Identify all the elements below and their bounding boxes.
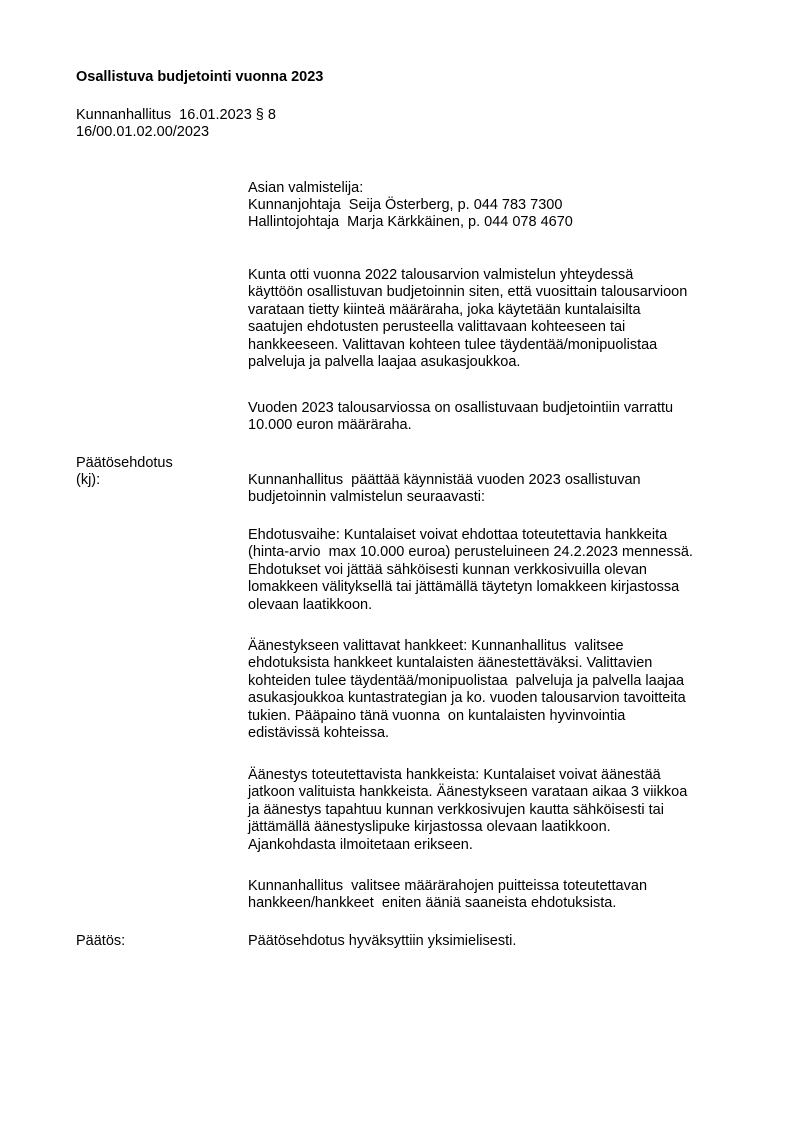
proposal-intro bbox=[248, 472, 768, 507]
text-line: tukien. Pääpaino tänä vuonna on kuntalaisten hyvinvointia bbox=[248, 707, 626, 724]
decision-text: Päätösehdotus hyväksyttiin yksimielisesti. bbox=[248, 933, 517, 949]
text-line: Äänestykseen valittavat hankkeet: Kunnanhallitus valitsee bbox=[248, 638, 624, 654]
text-line: ehdotuksista hankkeet kuntalaisten äänestettäväksi. Valittavien bbox=[248, 655, 653, 672]
document-title: Osallistuva budjetointi vuonna 2023 bbox=[76, 69, 324, 85]
text-line: budjetoinnin valmistelun seuraavasti: bbox=[248, 489, 485, 506]
text-line: jatkoon valituista hankkeista. Äänestykseen varataan aikaa 3 viikkoa bbox=[248, 784, 688, 801]
text-line: edistävissä kohteissa. bbox=[248, 725, 390, 742]
text-line: Vuoden 2023 talousarviossa on osallistuvaan budjetointiin varrattu bbox=[248, 400, 674, 416]
text-line: hankkeeseen. Valittavan kohteen tulee täydentää/monipuolistaa bbox=[248, 336, 658, 353]
phase-selection bbox=[248, 638, 768, 742]
background-paragraph bbox=[248, 267, 768, 371]
text-line: Kunta otti vuonna 2022 talousarvion valmistelun yhteydessä bbox=[248, 267, 634, 283]
text-line: Ehdotukset voi jättää sähköisesti kunnan verkkosivuilla olevan bbox=[248, 561, 647, 578]
text-line: Äänestys toteutettavista hankkeista: Kuntalaiset voivat äänestää bbox=[248, 767, 661, 783]
preparers-block bbox=[248, 180, 768, 231]
preparers-heading: Asian valmistelija: bbox=[248, 180, 364, 196]
label-line: Päätösehdotus bbox=[76, 455, 173, 471]
proposal-label bbox=[76, 455, 173, 490]
meeting-line: Kunnanhallitus 16.01.2023 § 8 bbox=[76, 107, 276, 123]
budget-paragraph bbox=[248, 400, 768, 435]
phase-voting bbox=[248, 767, 768, 854]
label-line: (kj): bbox=[76, 472, 101, 489]
text-line: Ehdotusvaihe: Kuntalaiset voivat ehdottaa toteutettavia hankkeita bbox=[248, 527, 668, 543]
text-line: Kunnanhallitus päättää käynnistää vuoden 2023 osallistuvan bbox=[248, 472, 641, 488]
text-line: (hinta-arvio max 10.000 euroa) perusteluineen 24.2.2023 mennessä. bbox=[248, 544, 693, 561]
decision-label: Päätös: bbox=[76, 933, 126, 949]
text-line: käyttöön osallistuvan budjetoinnin siten, että vuosittain talousarvioon bbox=[248, 284, 688, 301]
text-line: jättämällä äänestyslipuke kirjastossa olevaan laatikkoon. bbox=[248, 819, 611, 836]
text-line: olevaan laatikkoon. bbox=[248, 596, 373, 613]
text-line: 10.000 euron määräraha. bbox=[248, 417, 412, 434]
preparer-1: Kunnanjohtaja Seija Österberg, p. 044 783 7300 bbox=[248, 197, 563, 213]
phase-final bbox=[248, 878, 768, 913]
text-line: saatujen ehdotusten perusteella valittavaan kohteeseen tai bbox=[248, 319, 626, 336]
text-line: Kunnanhallitus valitsee määrärahojen puitteissa toteutettavan bbox=[248, 878, 648, 894]
reference-number: 16/00.01.02.00/2023 bbox=[76, 124, 210, 140]
text-line: varataan tietty kiinteä määräraha, joka käytetään kuntalaisilta bbox=[248, 301, 641, 318]
preparer-2: Hallintojohtaja Marja Kärkkäinen, p. 044 078 4670 bbox=[248, 214, 573, 230]
phase-proposals bbox=[248, 527, 768, 614]
meeting-info bbox=[76, 107, 276, 141]
text-line: hankkeen/hankkeet eniten ääniä saaneista ehdotuksista. bbox=[248, 895, 617, 912]
text-line: asukasjoukkoa kuntastrategian ja ko. vuoden talousarvion tavoitteita bbox=[248, 690, 686, 707]
text-line: lomakkeen välityksellä tai jättämällä täytetyn lomakkeen kirjastossa bbox=[248, 579, 680, 596]
text-line: kohteiden tulee täydentää/monipuolistaa palveluja ja palvella laajaa bbox=[248, 672, 685, 689]
text-line: ja äänestys tapahtuu kunnan verkkosivujen kautta sähköisesti tai bbox=[248, 801, 664, 818]
text-line: palveluja ja palvella laajaa asukasjoukkoa. bbox=[248, 354, 521, 371]
text-line: Ajankohdasta ilmoitetaan erikseen. bbox=[248, 836, 473, 853]
